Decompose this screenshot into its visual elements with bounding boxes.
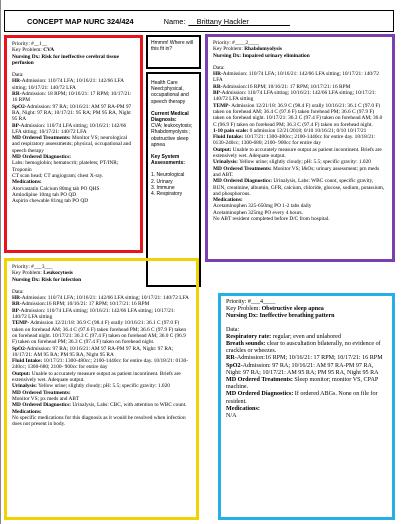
- key-problem: CVA: [43, 47, 55, 54]
- rr-label: RR-: [12, 301, 22, 308]
- respiratory-rate-label: Respiratory rate:: [226, 333, 272, 340]
- data-label: Data:: [213, 64, 225, 71]
- note-box: [146, 35, 201, 69]
- nursing-dx: Nursing Dx: Impaired urinary elimination: [213, 52, 310, 59]
- breath-sounds-label: Breath sounds:: [226, 341, 266, 348]
- data-label: Data:: [12, 72, 24, 79]
- spo2-label: SpO2-: [12, 345, 27, 352]
- rr-label: RR-: [226, 355, 237, 362]
- nursing-dx: Nursing Dx: Risk for ineffective cerebral tissue perfusion: [12, 53, 119, 66]
- spo2-value: Admission: 97 RA; 10/16/21: AM 97 RA-PM 97 RA, Night: 97 RA; 10/17/21: AM 95 RA; PM 95 RA, Night 95 RA: [12, 345, 174, 358]
- rr-label: RR-: [213, 83, 223, 90]
- diagnostics-label: MD Ordered Diagnostics:: [12, 154, 71, 161]
- medication-item: Acetaminophen 325-650mg PO 1-2 tabs daily: [213, 203, 312, 210]
- key-problem-label: Key Problem:: [12, 47, 42, 54]
- medication-item: Acetaminophen 325mg PO every 4 hours.: [213, 209, 303, 216]
- bp-value: Admission: 110/74 LFA sitting; 10/16/21: 142/66 LFA sitting; 10/17/21: 140/72 LFA: [12, 122, 127, 135]
- diagnostics-labs: Labs: hemoglobin; hematocrit; platelets; PT/INR; Troponin: [12, 160, 119, 173]
- key-system-item: 1. Neurological: [151, 172, 185, 179]
- fluid-intake-value: 10/17/21: 1300-480cc; 2100-1440cc for entire day. 10/18/21: 0130-240cc; 1300-680; 2100- 900cc for entire day: [213, 134, 376, 147]
- nursing-dx: Nursing Dx: Risk for infection: [12, 276, 82, 283]
- diagnostics-label: MD Ordered Diagnostics:: [213, 178, 272, 185]
- hr-label: HR-: [12, 295, 22, 302]
- urinalysis-label: Urinalysis:: [12, 383, 37, 390]
- student-name: __Brittany Hackler__________: [188, 16, 290, 26]
- diagnostics-label: MD Ordered Diagnostics:: [12, 402, 71, 409]
- page-header: [4, 10, 394, 32]
- bp-label: BP-: [12, 307, 21, 314]
- hr-label: HR-: [213, 71, 223, 78]
- treatments-value: Sleep monitor; monitor VS, CPAP machine.: [226, 377, 379, 391]
- data-label: Data:: [12, 288, 24, 295]
- medications-value: N/A: [226, 413, 237, 420]
- nursing-dx: Nursing Dx: Ineffective breathing pattern: [226, 313, 335, 320]
- hr-label: HR-: [12, 78, 22, 85]
- medication-item: Aspirin chewable 81mg tab PO QD: [12, 198, 89, 205]
- spo2-label: SpO2-: [12, 103, 27, 110]
- treatments-label: MD Ordered Treatments:: [12, 389, 71, 396]
- medications-label: Medications:: [12, 408, 42, 415]
- pain-scale-label: 1-10 pain scale:: [213, 127, 249, 134]
- key-system-item: 2. Urinary: [151, 178, 173, 185]
- urinalysis-value: Yellow urine; slightly cloudy; pH: 5.5; specific gravity: 1.020: [36, 383, 170, 390]
- medication-item: Amlodipine 10mg tab PO QD: [12, 191, 77, 198]
- urinalysis-value: Yellow urine; slightly cloudy; pH: 5.5; specific gravity: 1.020: [237, 159, 371, 166]
- key-problem-label: Key Problem:: [12, 270, 42, 277]
- name-label: Name:: [163, 16, 186, 26]
- key-system-item: 4. Respiratory: [151, 191, 183, 198]
- fluid-intake-label: Fluid Intake:: [213, 134, 244, 141]
- key-problem-label: Key Problem:: [226, 306, 261, 313]
- fluid-intake-label: Fluid Intake:: [12, 358, 43, 365]
- priority-label: Priority: #___4____: [226, 299, 276, 305]
- treatments-label: MD Ordered Treatments:: [12, 135, 71, 142]
- rr-value: Admission: 18 RPM; 10/16/21: 17 RPM; 10/17/21: 16 RPM: [12, 91, 132, 104]
- priority-4-box: [218, 293, 395, 520]
- respiratory-rate-value: regular; even and unlabored: [271, 333, 341, 340]
- bp-label: BP-: [213, 90, 222, 97]
- medications-label: Medications:: [226, 405, 260, 412]
- health-care-need-label: Health Care Need:: [151, 80, 178, 93]
- key-system-item: 3. Immune: [151, 184, 175, 191]
- temp-value: Admission 12/21/18: 36.9 C (98.4 F) orally 10/16/21: 36.1 C (97.0 F) taken on forehead AM; 36.4 C (97.6 F) taken forehead PM; 36.6 C (97.9 F) taken on forehead night. 10/17/21: 36.3 C (97.4 F) taken on forehead AM; 36.0 C (96.9 F) taken on forehead PM; 36.3 C (97.4 F) taken on forehead night.: [213, 102, 383, 128]
- treatments-value: Monitor VS; I&Os; urinary assessment; prn meds and ABT.: [213, 165, 380, 178]
- rr-label: RR-: [12, 91, 22, 98]
- key-problem-label: Key Problem:: [213, 46, 243, 53]
- page-title: CONCEPT MAP NURC 324/424: [27, 16, 134, 26]
- treatments-label: MD Ordered Treatments:: [226, 377, 293, 384]
- current-diagnosis: CVA; leukocytosis; Rhabdomyolysis ; obstructive sleep apnea: [151, 123, 193, 148]
- output-value: Unable to accurately measure output as patient incontinent. Briefs are extensively wet. Adequate output.: [12, 370, 181, 384]
- fluid-intake-value: 10/17/21: 1300-480cc; 2100-1440cc for entire day. 10/18/21: 0130-240cc; 1300-680; 2100- 900cc for entire day: [12, 358, 188, 371]
- hr-value: Admission: 110/74 LFA; 10/16/21: 142/66 LFA sitting; 10/17/21: 140/72 LFA: [213, 71, 379, 84]
- treatments-label: MD Ordered Treatments:: [213, 165, 272, 172]
- rr-value: Admission:16 RPM; 10/16/21: 17 RPM; 10/17/21: 16 RPM: [222, 83, 351, 90]
- health-care-need: physical, occupational and speech therapy: [151, 86, 189, 105]
- treatments-value: Monitor VS; neurological and respiratory assessments; physical, occupational and speech therapy: [12, 135, 132, 154]
- urinalysis-label: Urinalysis:: [213, 159, 238, 166]
- key-problem: Obstructive sleep apnea: [261, 306, 324, 313]
- diagnostics-value: Urinalysis, Labs: WBC count, specific gravity, BUN, creatinine, albumin, GFR, calcium, chloride, glucose, sodium, potassium, and phosphorous.: [213, 178, 385, 197]
- pain-scale-value: 0 admission 12/21/2018; 0/10 10/16/21; 0/10 10/17/21: [248, 127, 367, 134]
- medication-item: Atorvastatin Calcium 80mg tab PO QHS: [12, 185, 100, 192]
- key-system-label: Key System Assessments:: [151, 154, 185, 167]
- priority-2-box: [205, 34, 395, 262]
- key-problem: Leukocytosis: [43, 270, 73, 277]
- hr-value: Admission: 110/74 LFA; 10/16/21: 142/66 LFA sitting; 10/17/21: 140/72 LFA: [12, 78, 124, 91]
- temp-label: TEMP-: [213, 102, 231, 109]
- output-label: Output:: [12, 370, 31, 377]
- priority-label: Priority: #___3___: [12, 264, 53, 270]
- priority-1-box: [4, 35, 143, 253]
- hr-value: Admission: 110/74 LFA; 10/16/21: 142/66 LFA sitting; 10/17/21: 140/72 LFA: [21, 295, 189, 302]
- temp-label: TEMP-: [12, 320, 30, 327]
- spo2-label: SpO2-: [226, 362, 243, 369]
- rr-value: Admission:16 RPM; 10/16/21: 17 RPM; 10/17/21: 16 RPM: [21, 301, 150, 308]
- key-problem: Rhabdomyolysis: [244, 46, 282, 53]
- center-summary-box: [146, 72, 201, 287]
- priority-3-box: [4, 258, 199, 520]
- temp-value: Admission 12/21/18: 36.9 C (98.4 F) orally 10/16/21: 36.1 C (97.0 F) taken on forehead AM; 36.4 C (97.6 F) taken forehead PM; 36.6 C (97.9 F) taken on forehead night. 10/17/21: 36.3 C (97.4 F) taken on forehead AM; 36.0 C (96.9 F) taken on forehead PM; 36.3 C (97.4 F) taken on forehead night.: [12, 320, 187, 346]
- medications-value: No specific medications for this diagnosis as it would be resolved when infection does not present in body.: [12, 414, 186, 428]
- rr-value: Admission:16 RPM; 10/16/21: 17 RPM; 10/17/21: 16 RPM: [236, 355, 383, 362]
- output-label: Output:: [213, 146, 232, 153]
- medication-item: No ABT resident completed before D/C from hospital.: [213, 216, 330, 223]
- medications-label: Medications:: [213, 197, 243, 204]
- bp-label: BP-: [12, 122, 21, 129]
- spo2-value: Admission: 97 RA; 10/16/21: AM 97 RA-PM 97 RA, Night: 97 RA; 10/17/21: AM 95 RA; PM 95 RA, Night 95 RA: [226, 362, 379, 376]
- note-text: Hmmm! Where will this fit in?: [151, 40, 193, 53]
- breath-sounds-value: clear to auscultation bilaterally, no evidence of crackles or wheezes.: [226, 341, 381, 355]
- diagnostics-value: Urinalysis, Labs: CBC, with attention to WBC count.: [70, 402, 187, 409]
- data-label: Data:: [226, 326, 240, 333]
- bp-value: Admission: 110/74 LFA sitting; 10/16/21: 142/66 LFA sitting; 10/17/21: 140/72 LFA sitting: [213, 90, 376, 103]
- diagnostics-imaging: CT scan head; CT angiogram; chest X-ray.: [12, 172, 104, 179]
- priority-label: Priority: #____2____: [213, 40, 259, 46]
- diagnostics-value: If ordered ABGs. None on file for resident.: [226, 391, 378, 405]
- treatments-value: Monitor VS; px meds and ABT: [12, 395, 80, 402]
- diagnostics-label: MD Ordered Diagnostics:: [226, 391, 294, 398]
- current-diagnosis-label: Current Medical Diagnosis:: [151, 110, 189, 124]
- bp-value: Admission: 110/74 LFA sitting; 10/16/21: 142/66 LFA sitting; 10/17/21: 140/72 LFA sitting: [12, 307, 175, 321]
- medications-label: Medications:: [12, 179, 42, 186]
- output-value: Unable to accurately measure output as patient incontinent. Briefs are extensively wet. Adequate output.: [213, 146, 382, 160]
- priority-label: Priority: #__1__: [12, 41, 48, 47]
- spo2-value: Admission: 97 RA; 10/16/21: AM 97 RA-PM 97 RA, Night: 97 RA; 10/17/21: 95 RA; PM 95 RA, Night 95 RA: [12, 103, 132, 123]
